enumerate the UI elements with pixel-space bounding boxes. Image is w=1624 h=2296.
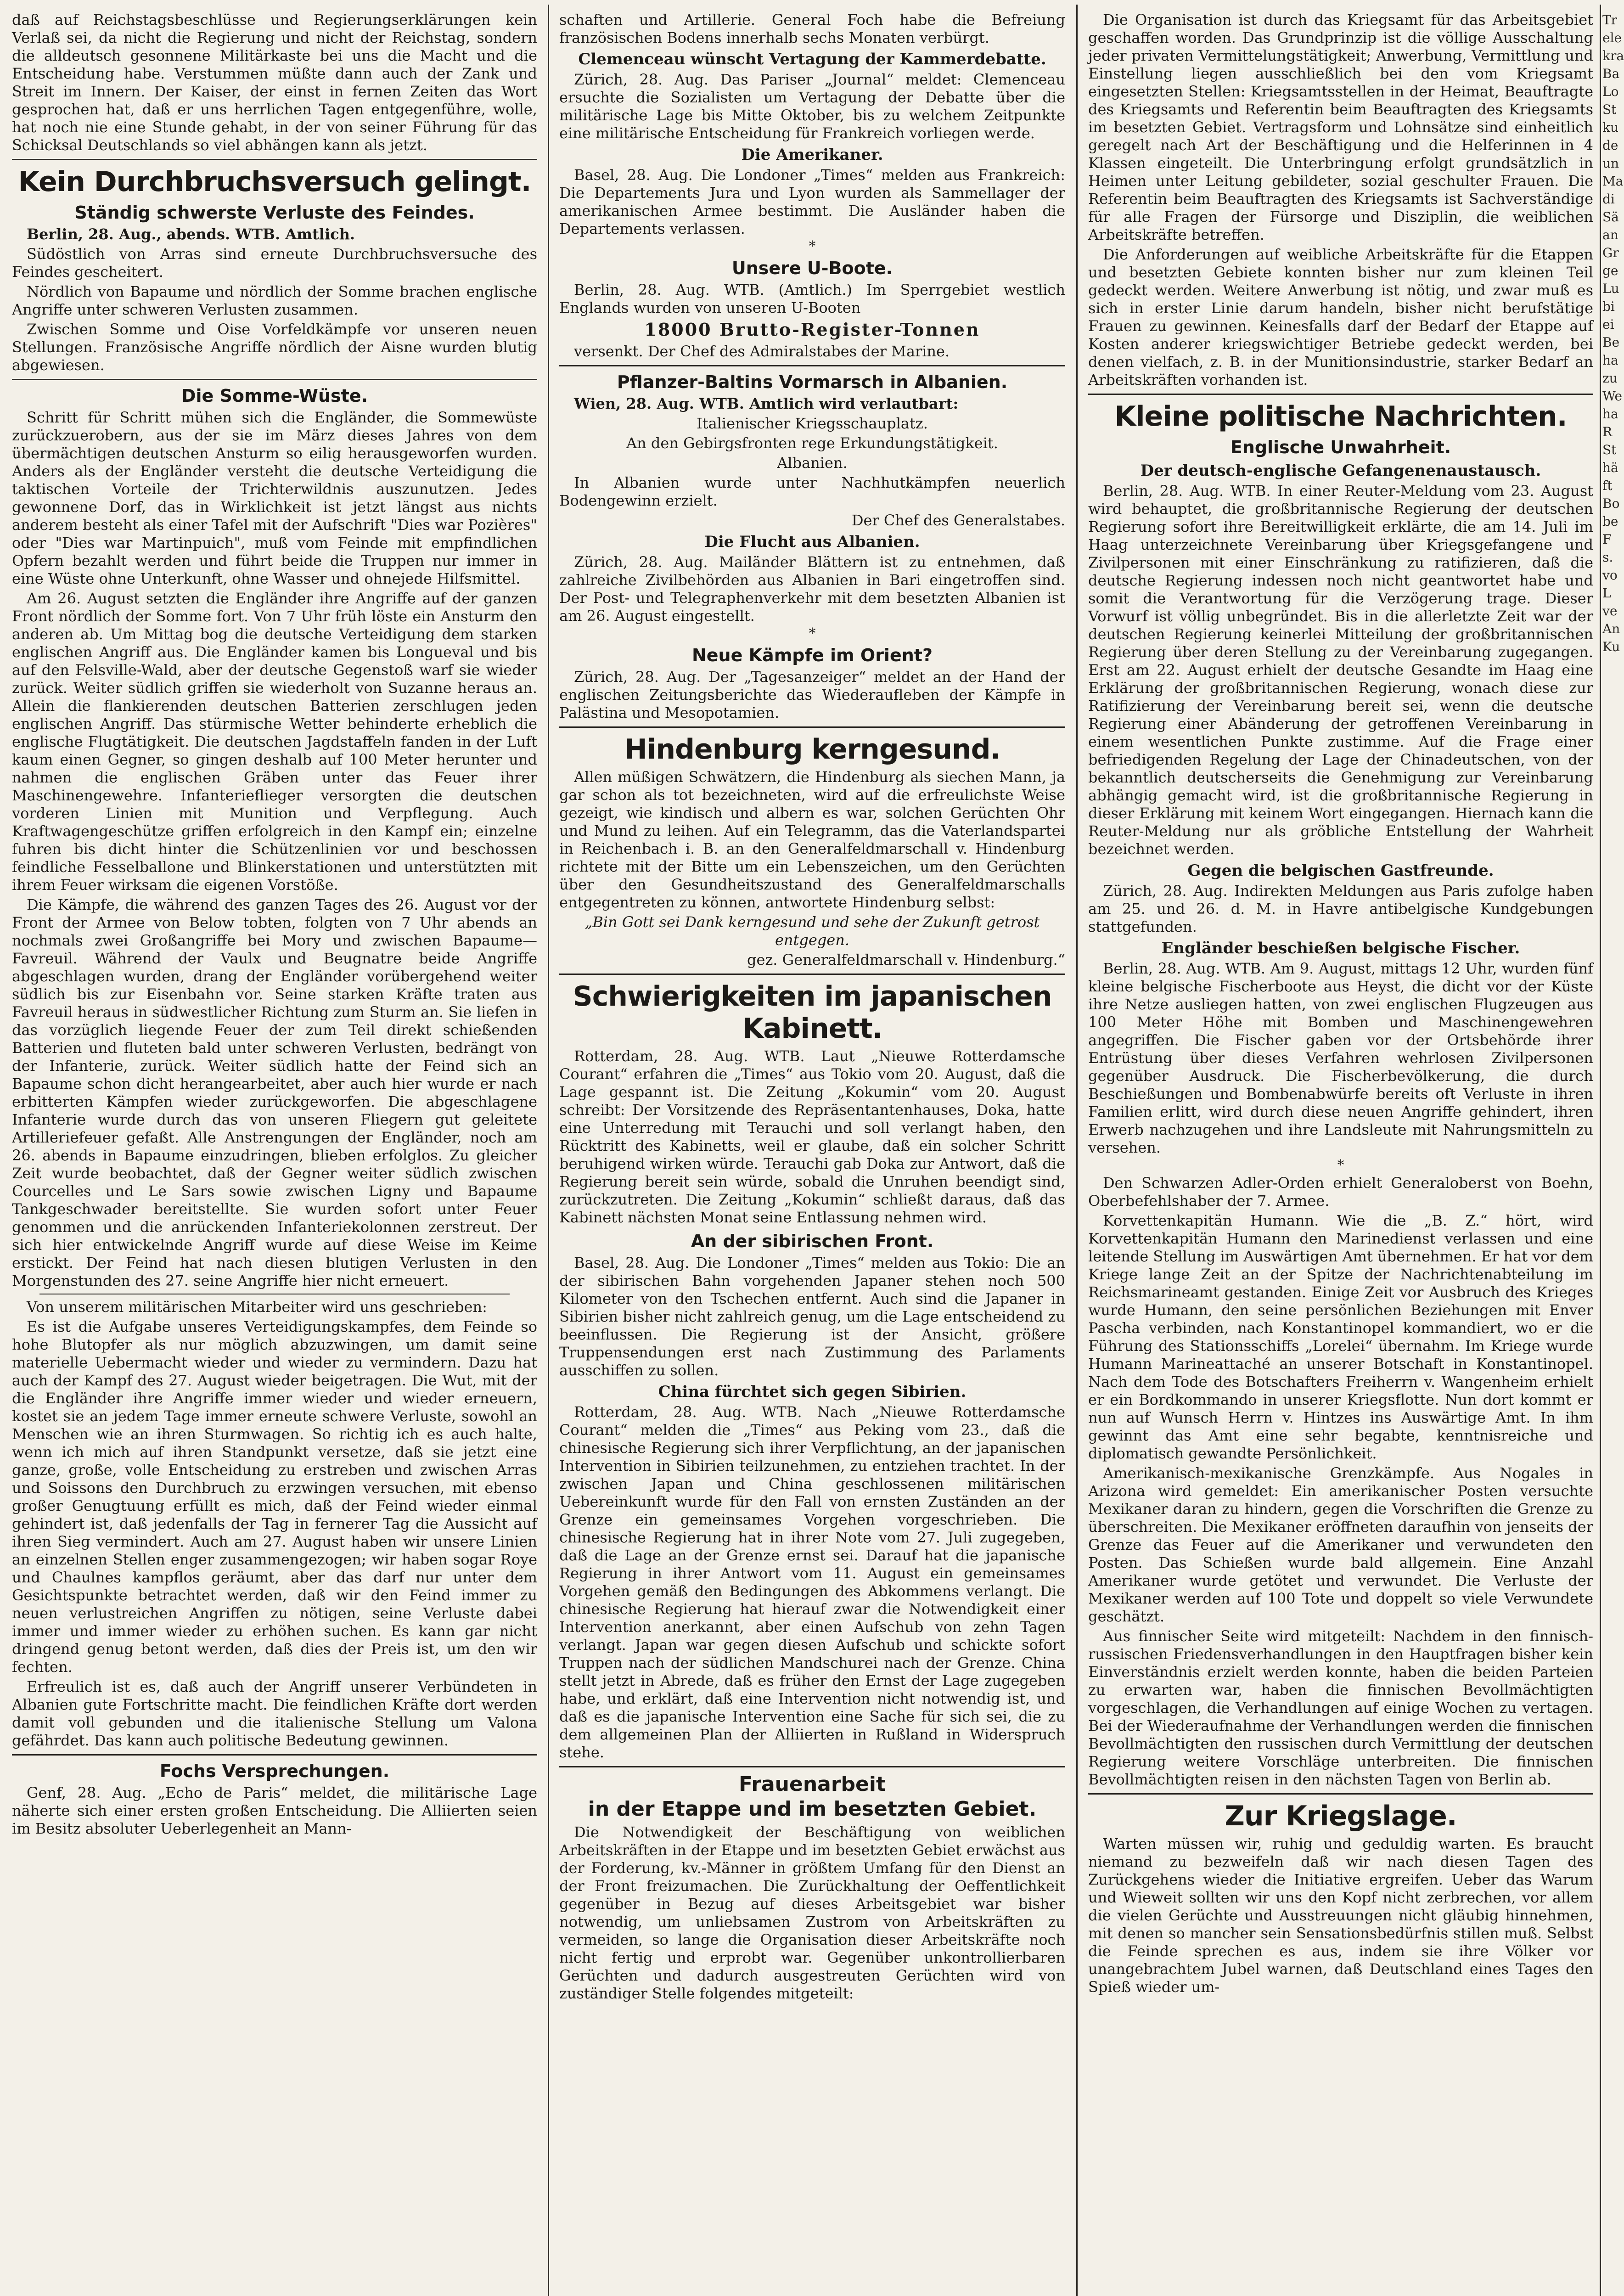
cropped-text-fragment: s. xyxy=(1602,550,1613,565)
cropped-text-fragment: Tr xyxy=(1602,12,1618,28)
headline: Kein Durchbruchsversuch gelingt. xyxy=(18,166,531,198)
subheadline: Die Somme-Wüste. xyxy=(181,386,368,406)
cropped-text-fragment: L xyxy=(1602,585,1611,601)
cropped-text-fragment: an xyxy=(1602,227,1618,242)
section-rule xyxy=(559,974,1065,975)
article-paragraph: Die Organisation ist durch das Kriegsamt für das Arbeitsgebiet geschaffen worden. Das Grundprinzip ist die völlige Ausschaltung jeder privaten Vermittelungstätigkeit; Anwerbung, Vermittlung und Einstellung liegen ausschließlich bei den vom Kriegsamt eingesetzten Stellen: Kriegsamtsstellen in der Heimat, Beauftragte des Kriegsamts und Referentin beim Beauftragten des Kriegsamts im besetzten Gebiet. Vertragsform und Lohnsätze sind einheitlich geregelt nach Art der Beschäftigung und die Helferinnen in 4 Klassen eingeteilt. Die Unterbringung erfolgt grundsätzlich in Heimen unter Leitung gebildeter, sozial geschulter Frauen. Die Referentin beim Beauftragten des Kriegsamts ist Sachverständige für alle Fragen der Fürsorge und Disziplin, die weiblichen Arbeitskräfte betreffen. xyxy=(1088,11,1593,243)
cropped-text-fragment: ve xyxy=(1602,603,1618,619)
cropped-text-fragment: Ba xyxy=(1602,66,1620,81)
cropped-text-fragment: vo xyxy=(1602,568,1618,583)
article-paragraph: Südöstlich von Arras sind erneute Durchbruchsversuche des Feindes gescheitert. xyxy=(12,245,537,281)
column-3 xyxy=(1080,11,1602,2296)
cropped-text-fragment: An xyxy=(1602,621,1620,636)
section-asterisk: * xyxy=(809,625,816,642)
column-4-cropped-edge xyxy=(1602,11,1624,2296)
minor-heading: Die Flucht aus Albanien. xyxy=(704,533,920,551)
article-paragraph: Erfreulich ist es, daß auch der Angriff unserer Verbündeten in Albanien gute Fortschritte macht. Die feindlichen Kräfte dort werden damit voll gebunden und die italienische Stellung um Valona gefährdet. Das kann auch politische Bedeutung gewinnen. xyxy=(12,1678,537,1749)
column-2 xyxy=(551,11,1073,2296)
article-paragraph: Schritt für Schritt mühen sich die Engländer, die Sommewüste zurückzuerobern, aus der sie im März dieses Jahres von dem übermächtigen deutschen Ansturm so eilig herausgeworfen wurden. Anders als der Engländer versteht die deutsche Verteidigung die taktischen Vorteile der Trichterwildnis auszunutzen. Jedes gewonnene Dorf, das in Wirklichkeit ist jetzt längst aus nichts anderem besteht als einer Tafel mit der Aufschrift "Dies war Pozières" oder "Dies war Martinpuich", muß vom Feinde mit empfindlichen Opfern bezahlt werden und führt beide die Truppen nur immer in eine Wüste ohne Unterkunft, ohne Wasser und ohnejede Hilfsmittel. xyxy=(12,409,537,587)
cropped-text-fragment: ele xyxy=(1602,30,1622,45)
section-rule xyxy=(12,1754,537,1756)
article-paragraph: Korvettenkapitän Humann. Wie die „B. Z.“ hört, wird Korvettenkapitän Humann den Marinedienst verlassen und eine leitende Stellung im Auswärtigen Amt übernehmen. Er hat vor dem Kriege lange Zeit an der Spitze der Nachrichtenabteilung im Reichsmarineamt gestanden. Einige Zeit vor Ausbruch des Krieges wurde Humann, den seine persönlichen Beziehungen mit Enver Pascha verbinden, nach Konstantinopel kommandiert, wo er die Führung des Stationsschiffs „Lorelei“ übernahm. Im Kriege wurde Humann Marineattaché an unserer Botschaft in Konstantinopel. Nach dem Tode des Botschafters Freiherrn v. Wangenheim erhielt er ein Bordkommando in unserer Kriegsflotte. Nun dort kommt er nun auf Wunsch Herrn v. Hintzes ins Auswärtige Amt. In ihm gewinnt das Amt eine sehr begabte, kenntnisreiche und diplomatisch gewandte Persönlichkeit. xyxy=(1088,1212,1593,1462)
article-paragraph: Die Kämpfe, die während des ganzen Tages des 26. August vor der Front der Armee von Below tobten, folgten von 7 Uhr abends an nochmals zwei Großangriffe bei Mory und zwischen Bapaume—Favreuil. Während der Vaulx und Beugnatre beide Angriffe abgeschlagen wurden, drang der Engländer vorübergehend weiter südlich bis zur Eisenbahn vor. Seine starken Kräfte traten aus Favreuil heraus in südwestlicher Richtung zum Sturm an. Sie liefen in das vorzüglich liegende Feuer der zum Teil direkt schießenden Batterien und fluteten bald unter schweren Verlusten, bedrängt von der Infanterie, zurück. Weiter südlich hatte der Feind sich an Bapaume schon dicht herangearbeitet, aber auch hier wurde er nach erbitterten Kämpfen wieder zurückgeworfen. Die abgeschlagene Infanterie wurde durch das von unseren Fliegern gut geleitete Artilleriefeuer gefaßt. Alle Anstrengungen der Engländer, noch am 26. abends in Bapaume einzudringen, blieben erfolglos. Zu gleicher Zeit wurde beobachtet, daß der Gegner weiter südlich zwischen Courcelles und Le Sars sowie zwischen Ligny und Bapaume Tankgeschwader bereitstellte. Sie wurden sofort unter Feuer genommen und die anrückenden Infanteriekolonnen zerstreut. Der sich hier entwickelnde Angriff wurde auf diese Weise im Keime erstickt. Der Feind hat nach diesen blutigen Verlusten in den Morgenstunden des 27. seine Angriffe hier nicht erneuert. xyxy=(12,896,537,1289)
headline: Frauenarbeit in der Etappe und im besetzten Gebiet. xyxy=(588,1773,1037,1821)
column-1 xyxy=(4,11,545,2296)
section-rule xyxy=(12,159,537,160)
subheadline: Ständig schwerste Verluste des Feindes. xyxy=(74,203,475,223)
minor-heading: Der deutsch-englische Gefangenenaustausch. xyxy=(1140,461,1541,480)
cropped-text-fragment: bi xyxy=(1602,299,1615,314)
cropped-text-fragment: un xyxy=(1602,156,1619,171)
cropped-text-fragment: Lo xyxy=(1602,84,1619,99)
cropped-text-fragment: We xyxy=(1602,388,1623,404)
minor-heading: Die Amerikaner. xyxy=(741,146,883,164)
cropped-text-fragment: ge xyxy=(1602,263,1618,278)
cropped-text-fragment: di xyxy=(1602,191,1615,207)
article-paragraph: Amerikanisch-mexikanische Grenzkämpfe. Aus Nogales in Arizona wird gemeldet: Ein amerikanischer Posten versuchte Mexikaner daran zu hindern, gegen die Vorschriften die Grenze zu überschreiten. Die Mexikaner eröffneten daraufhin von jenseits der Grenze das Feuer auf die Amerikaner und verwundeten den Posten. Das Schießen wurde bald allgemein. Eine Anzahl Amerikaner wurde getötet und verwundet. Die Verluste der Mexikaner werden auf 100 Tote und doppelt so viele Verwundete geschätzt. xyxy=(1088,1464,1593,1625)
cropped-text-fragment: ha xyxy=(1602,353,1618,368)
cropped-text-fragment: ei xyxy=(1602,317,1614,332)
cropped-text-fragment: ha xyxy=(1602,406,1618,422)
article-paragraph: Allen müßigen Schwätzern, die Hindenburg als siechen Mann, ja gar schon als tot bezeichneten, wird auf die erfreulichste Weise gezeigt, wie kindisch und albern es war, solchen Gerüchten Ohr und Mund zu leihen. Auf ein Telegramm, das die Vaterlandspartei in Reichenbach i. B. an den Generalfeldmarschall v. Hindenburg richtete mit der Bitte um ein Lebenszeichen, um den Gerüchten über den Gesundheitszustand des Generalfeldmarschalls entgegentreten zu können, antwortete Hindenburg selbst: xyxy=(559,768,1065,911)
headline: Kleine politische Nachrichten. xyxy=(1114,400,1567,433)
headline: Zur Kriegslage. xyxy=(1225,1800,1457,1832)
article-paragraph: Aus finnischer Seite wird mitgeteilt: Nachdem in den finnisch-russischen Friedensverhandlungen in den Hauptfragen bisher kein Einverständnis erzielt werden konnte, haben die beiden Parteien zu erwarten war, haben die finnischen Bevollmächtigten vorgeschlagen, die Verhandlungen auf einige Wochen zu vertagen. Bei der Wiederaufnahme der Verhandlungen werden die finnischen Bevollmächtigten den russischen durch Vermittlung der deutschen Regierung weitere Vorschläge unterbreiten. Die finnischen Bevollmächtigten reisen in den nächsten Tagen von Berlin ab. xyxy=(1088,1627,1593,1788)
subheadline: Neue Kämpfe im Orient? xyxy=(691,645,933,665)
subheadline: Englische Unwahrheit. xyxy=(1230,437,1451,457)
cropped-text-fragment: be xyxy=(1602,514,1618,529)
centered-line: Italienischer Kriegsschauplatz. xyxy=(697,415,928,432)
article-paragraph: Nördlich von Bapaume und nördlich der Somme brachen englische Angriffe unter schweren Verlusten zusammen. xyxy=(12,283,537,318)
article-paragraph: Die Anforderungen auf weibliche Arbeitskräfte für die Etappen und besetzten Gebiete konnten bisher nur zum kleinen Teil gedeckt werden. Weitere Anwerbung ist nötig, und zwar muß es sich in erster Linie darum handeln, bisher nicht berufstätige Frauen zu gewinnen. Keinesfalls darf der Bedarf der Etappe auf Kosten anderer kriegswichtiger Betriebe gedeckt werden, bei denen vielfach, z. B. in der Munitionsindustrie, starker Bedarf an Arbeitskräften vorhanden ist. xyxy=(1088,246,1593,388)
article-paragraph: versenkt. Der Chef des Admiralstabes der Marine. xyxy=(574,343,950,360)
article-paragraph: Zürich, 28. Aug. Indirekten Meldungen aus Paris zufolge haben am 25. und 26. d. M. in Havre antibelgische Kundgebungen stattgefunden. xyxy=(1088,882,1593,935)
subheadline: Pflanzer-Baltins Vormarsch in Albanien. xyxy=(617,372,1008,392)
section-asterisk: * xyxy=(1337,1157,1344,1173)
cropped-text-fragment: kra xyxy=(1602,48,1624,63)
minor-heading: China fürchtet sich gegen Sibirien. xyxy=(658,1383,967,1401)
article-paragraph: In Albanien wurde unter Nachhutkämpfen neuerlich Bodengewinn erzielt. xyxy=(559,474,1065,509)
cropped-text-fragment: de xyxy=(1602,138,1618,153)
article-paragraph: Basel, 28. Aug. Die Londoner „Times“ melden aus Tokio: Die an der sibirischen Bahn vorgehenden Japaner stehen noch 500 Kilometer von den Tschechen entfernt. Auch sind die Japaner in Sibirien bisher nicht zahlreich genug, um die Lage entscheidend zu beeinflussen. Die Regierung ist der Ansicht, größere Truppensendungen erst nach Zustimmung des Parlaments ausschiffen zu sollen. xyxy=(559,1254,1065,1379)
cropped-text-fragment: Sä xyxy=(1602,209,1619,225)
signature-line: Der Chef des Generalstabes. xyxy=(851,512,1065,529)
tonnage-figure: 18000 Brutto-Register-Tonnen xyxy=(644,319,980,340)
column-rule xyxy=(1076,5,1078,2296)
minor-heading: Gegen die belgischen Gastfreunde. xyxy=(1187,861,1494,880)
cropped-text-fragment: ku xyxy=(1602,120,1618,135)
section-rule xyxy=(12,379,537,380)
column-rule xyxy=(548,5,549,2296)
cropped-text-fragment: zu xyxy=(1602,371,1618,386)
minor-heading: Engländer beschießen belgische Fischer. xyxy=(1161,939,1520,957)
section-rule xyxy=(559,726,1065,728)
section-rule xyxy=(559,365,1065,366)
cropped-text-fragment: Ma xyxy=(1602,174,1624,189)
cropped-text-fragment: Gr xyxy=(1602,245,1619,260)
quoted-telegram: „Bin Gott sei Dank kerngesund und sehe der Zukunft getrost entgegen. xyxy=(584,913,1040,949)
signature-line: gez. Generalfeldmarschall v. Hindenburg.“ xyxy=(747,951,1065,968)
article-paragraph: Basel, 28. Aug. Die Londoner „Times“ melden aus Frankreich: Die Departements Jura und Lyon wurden als Sammellager der amerikanischen Armee bestimmt. Die Ausländer haben die Departements verlassen. xyxy=(559,166,1065,237)
cropped-text-fragment: Bo xyxy=(1602,496,1620,511)
section-rule xyxy=(1088,394,1593,395)
dateline: Berlin, 28. Aug., abends. WTB. Amtlich. xyxy=(27,225,355,243)
cropped-text-fragment: R xyxy=(1602,424,1613,439)
headline: Schwierigkeiten im japanischen Kabinett. xyxy=(573,980,1052,1045)
cropped-text-fragment: hä xyxy=(1602,460,1618,475)
article-paragraph: Rotterdam, 28. Aug. WTB. Laut „Nieuwe Rotterdamsche Courant“ erfahren die „Times“ aus Tokio vom 20. August, daß die Lage gespannt ist. Die Zeitung „Kokumin“ vom 20. August schreibt: Der Vorsitzende des Repräsentantenhauses, Doka, hatte eine Unterredung mit Terauchi und soll verlangt haben, den Rücktritt des Kabinetts, weil er glaube, daß ein solcher Schritt beruhigend wirken würde. Terauchi gab Doka zur Antwort, daß die Regierung bereit sein würde, sobald die Unruhen beendigt sind, zurückzutreten. Die Zeitung „Kokumin“ schließt daraus, daß das Kabinett nächsten Monat seine Entlassung nehmen wird. xyxy=(559,1047,1065,1226)
article-paragraph: Rotterdam, 28. Aug. WTB. Nach „Nieuwe Rotterdamsche Courant“ melden die „Times“ aus Peking vom 23., daß die chinesische Regierung sich ihrer Verpflichtung, an der japanischen Intervention in Sibirien teilzunehmen, zu entziehen trachtet. In der zwischen Japan und China geschlossenen militärischen Uebereinkunft wurde für den Fall von ernsten Zuständen an der Grenze ein gemeinsames Vorgehen vorgeschrieben. Die chinesische Regierung hat in ihrer Note vom 27. Juli zugegeben, daß die Lage an der Grenze ernst sei. Darauf hat die japanische Regierung in ihrer Antwort vom 11. August ein gemeinsames Vorgehen gemäß den Bedingungen des Abkommens verlangt. Die chinesische Regierung hat hierauf zwar die Notwendigkeit einer Intervention anerkannt, aber einen Aufschub von zehn Tagen verlangt. Japan war gegen diesen Aufschub und schickte sofort Truppen nach der südlichen Mandschurei nach der Grenze. China stellt jetzt in Abrede, daß es früher den Ernst der Lage zugegeben habe, und erklärt, daß eine Intervention nicht notwendig ist, und daß es die japanische Intervention eine Sache für sich sei, die zu dem allgemeinen Plan der Alliierten in Rußland in Widerspruch stehe. xyxy=(559,1403,1065,1761)
minor-heading: Clemenceau wünscht Vertagung der Kammerdebatte. xyxy=(578,50,1046,68)
subheadline: An der sibirischen Front. xyxy=(691,1231,934,1251)
subheadline: Fochs Versprechungen. xyxy=(159,1761,390,1781)
article-paragraph: Zürich, 28. Aug. Mailänder Blättern ist zu entnehmen, daß zahlreiche Zivilbehörden aus Albanien in Bari eingetroffen sind. Der Post- und Telegraphenverkehr mit dem besetzten Albanien ist am 26. August eingestellt. xyxy=(559,553,1065,625)
cropped-text-fragment: Ku xyxy=(1602,639,1620,654)
subheadline: Unsere U-Boote. xyxy=(731,258,893,278)
cropped-text-fragment: St xyxy=(1602,102,1617,117)
article-paragraph: Warten müssen wir, ruhig und geduldig warten. Es braucht niemand zu bezweifeln daß wir nach diesen Tagen des Zurückgehens wieder die Initiative ergreifen. Ueber das Warum und Wieweit sollten wir uns den Kopf nicht zerbrechen, vor allem die vielen Gerüchte und Ausstreuungen nicht gläubig hinnehmen, mit denen so mancher sein Sensationsbedürfnis stillen muß. Selbst die Feinde sprechen es aus, indem sie ihre Völker vor unangebrachtem Jubel warnen, daß Deutschland eines Tages den Spieß wieder um- xyxy=(1088,1835,1593,1996)
article-paragraph: Die Notwendigkeit der Beschäftigung von weiblichen Arbeitskräften in der Etappe und im besetzten Gebiet erwächst aus der Forderung, kv.-Männer in größtem Umfang für den Dienst an der Front freizumachen. Die Zurückhaltung der Oeffentlichkeit gegenüber in Bezug auf dieses Arbeitsgebiet war bisher notwendig, um unliebsamen Zustrom von Arbeitskräften zu vermeiden, so lange die Organisation dieser Arbeitskräfte noch nicht fertig und erprobt war. Gegenüber unkontrollierbaren Gerüchten und dadurch ausgestreuten Gerüchten wird von zuständiger Stelle folgendes mitgeteilt: xyxy=(559,1823,1065,2002)
cropped-text-fragment: St xyxy=(1602,442,1617,457)
article-paragraph: Genf, 28. Aug. „Echo de Paris“ meldet, die militärische Lage näherte sich einer ersten großen Entscheidung. Die Alliierten seien im Besitz absoluter Ueberlegenheit an Mann- xyxy=(12,1784,537,1837)
cropped-text-fragment: Be xyxy=(1602,335,1620,350)
article-paragraph: Von unserem militärischen Mitarbeiter wird uns geschrieben: xyxy=(27,1298,487,1316)
cropped-text-fragment: F xyxy=(1602,532,1612,547)
section-rule xyxy=(559,1766,1065,1767)
article-paragraph: schaften und Artillerie. General Foch habe die Befreiung französischen Bodens innerhalb sechs Monaten verbürgt. xyxy=(559,11,1065,46)
article-paragraph: Berlin, 28. Aug. WTB. In einer Reuter-Meldung vom 23. August wird behauptet, die großbritannische Regierung der deutschen Regierung sofort ihre Bereitwilligkeit erklärte, die am 14. Juli im Haag unterzeichnete Vereinbarung über Kriegsgefangene und Zivilpersonen mit einer Einschränkung zu ratifizieren, daß die deutsche Regierung indessen noch nicht geantwortet habe und somit die Verantwortung für die Verzögerung trage. Dieser Vorwurf ist völlig unbegründet. Bis in die allerletzte Zeit war der deutschen Regierung keinerlei Mitteilung der großbritannischen Regierung über deren Stellung zu der Vereinbarung zugegangen. Erst am 22. August erhielt der deutsche Gesandte im Haag eine Erklärung der großbritannischen Regierung, wonach diese zur Ratifizierung der Vereinbarung bereit sei, wenn die deutsche Regierung einer Abänderung der getroffenen Vereinbarung in einem wesentlichen Punkte zustimme. Auf die Frage einer befriedigenden Regelung der Lage der Chinadeutschen, von der bekanntlich deutscherseits die Genehmigung zur Vereinbarung abhängig gemacht wird, ist die großbritannische Regierung in dieser Erklärung mit keinem Wort eingegangen. Hiernach kann die Reuter-Meldung nur als gröbliche Entstellung der Wahrheit bezeichnet werden. xyxy=(1088,482,1593,858)
article-paragraph: Zürich, 28. Aug. Das Pariser „Journal“ meldet: Clemenceau ersuchte die Sozialisten um Vertagung der Debatte über die militärische Lage bis Mitte Oktober, bis zu welchem Zeitpunkte eine militärische Entscheidung für Frankreich vorliegen werde. xyxy=(559,71,1065,142)
section-rule xyxy=(1088,1793,1593,1795)
article-paragraph: Zwischen Somme und Oise Vorfeldkämpfe vor unseren neuen Stellungen. Französische Angriffe nördlich der Aisne wurden blutig abgewiesen. xyxy=(12,321,537,374)
article-paragraph: daß auf Reichstagsbeschlüsse und Regierungserklärungen kein Verlaß sei, da nicht die Regierung und nicht der Reichstag, sondern die alldeutsch gesonnene Militärkaste bei uns die Macht und die Entscheidung habe. Verstummen müßte dann auch der Zank und Streit im Innern. Der Kaiser, der einst in fernen Zeiten das Wort gesprochen hat, daß er uns herrlichen Tagen entgegenführe, wolle, hat noch nie eine Stunde gehabt, in der von seiner Führung für das Schicksal Deutschlands so viel abhängen kann als jetzt. xyxy=(12,11,537,154)
article-paragraph: Am 26. August setzten die Engländer ihre Angriffe auf der ganzen Front nördlich der Somme fort. Von 7 Uhr früh löste ein Ansturm den anderen ab. Um Mittag bog die deutsche Verteidigung dem starken englischen Angriff aus. Die Engländer kamen bis Longueval und bis auf den Felsville-Wald, aber der deutsche Gegenstoß warf sie wieder zurück. Weiter südlich griffen sie wiederholt von Suzanne heraus an. Allein die flankierenden deutschen Batterien zerschlugen jeden englischen Angriff. Das stürmische Wetter behinderte erheblich die englische Flugtätigkeit. Die deutschen Jagdstaffeln fanden in der Luft kaum einen Gegner, so gingen deshalb auf 100 Meter herunter und nahmen die englischen Gräben unter das Feuer ihrer Maschinengewehre. Infanterieflieger versorgten die deutschen vorderen Linien mit Munition und Verpflegung. Auch Kraftwagengeschütze griffen erfolgreich in den Kampf ein; einzelne fuhren bis dicht hinter die Schützenlinien vor und beschossen feindliche Fesselballone und Blinkerstationen und unterstützten mit ihrem Feuer wirksam die eigenen Vorstöße. xyxy=(12,590,537,894)
headline: Hindenburg kerngesund. xyxy=(624,733,1000,765)
article-paragraph: Berlin, 28. Aug. WTB. Am 9. August, mittags 12 Uhr, wurden fünf kleine belgische Fischerboote aus Heyst, die dicht vor der Küste ihre Netze ausliegen hatten, von zwei englischen Flugzeugen aus 100 Meter Höhe mit Bomben und Maschinengewehren angegriffen. Die Fischer gaben vor der Ortsbehörde ihrer Entrüstung über dieses Verfahren wehrlosen Zivilpersonen gegenüber Ausdruck. Die Fischerbevölkerung, die durch Beschießungen und Bombenabwürfe bereits oft Verluste in ihren Familien erlitt, wird durch diese neuen Angriffe gehindert, ihren Erwerb nachzugehen und ihre Landsleute mit Nahrungsmitteln zu versehen. xyxy=(1088,960,1593,1156)
article-paragraph: Den Schwarzen Adler-Orden erhielt Generaloberst von Boehn, Oberbefehlshaber der 7. Armee. xyxy=(1088,1174,1593,1210)
article-paragraph: Zürich, 28. Aug. Der „Tagesanzeiger“ meldet an der Hand der englischen Zeitungsberichte das Wiederaufleben der Kämpfe in Palästina und Mesopotamien. xyxy=(559,668,1065,721)
section-asterisk: * xyxy=(809,238,816,254)
dateline: Wien, 28. Aug. WTB. Amtlich wird verlautbart: xyxy=(574,395,959,412)
cropped-text-fragment: ft xyxy=(1602,478,1613,493)
cropped-text-fragment: Lu xyxy=(1602,281,1619,296)
article-paragraph: Berlin, 28. Aug. WTB. (Amtlich.) Im Sperrgebiet westlich Englands wurden von unseren U-Booten xyxy=(559,281,1065,316)
article-paragraph: Es ist die Aufgabe unseres Verteidigungskampfes, dem Feinde so hohe Blutopfer als nur möglich abzuzwingen, um damit seine materielle Uebermacht wieder und wieder zu vermindern. Dazu hat auch der Kampf des 27. August wieder beigetragen. Die Wut, mit der die Engländer ihre Angriffe immer wieder und wieder erneuern, kostet sie an jedem Tage immer erneute schwere Verluste, sowohl an Menschen wie an ihren Sturmwagen. So richtig ich es auch halte, wenn ich mich auf ihren Standpunkt versetze, daß sie jetzt eine ganze, große, volle Entscheidung zu erstreben und zwischen Arras und Soissons den Durchbruch zu erzwingen versuchen, mit ebenso großer Genugtuung erfüllt es mich, daß der Feind wieder einmal gehindert ist, daß jedenfalls der Tag in fernerer Tag die Aussicht auf ihren Sieg vermindert. Auch am 27. August haben wir unsere Linien an einzelnen Stellen enger zusammengezogen; wir haben sogar Roye und Chaulnes kampflos geräumt, aber das darf nur unter dem Gesichtspunkte betrachtet werden, daß wir den Feind immer zu neuen verlustreichen Angriffen zu nötigen, seine Verluste dabei immer und immer wieder zu erhöhen suchen. Es kann gar nicht dringend genug betont werden, daß dies der Preis ist, um den wir fechten. xyxy=(12,1318,537,1676)
centered-line: Albanien. xyxy=(777,454,848,472)
centered-line: An den Gebirgsfronten rege Erkundungstätigkeit. xyxy=(626,434,998,452)
